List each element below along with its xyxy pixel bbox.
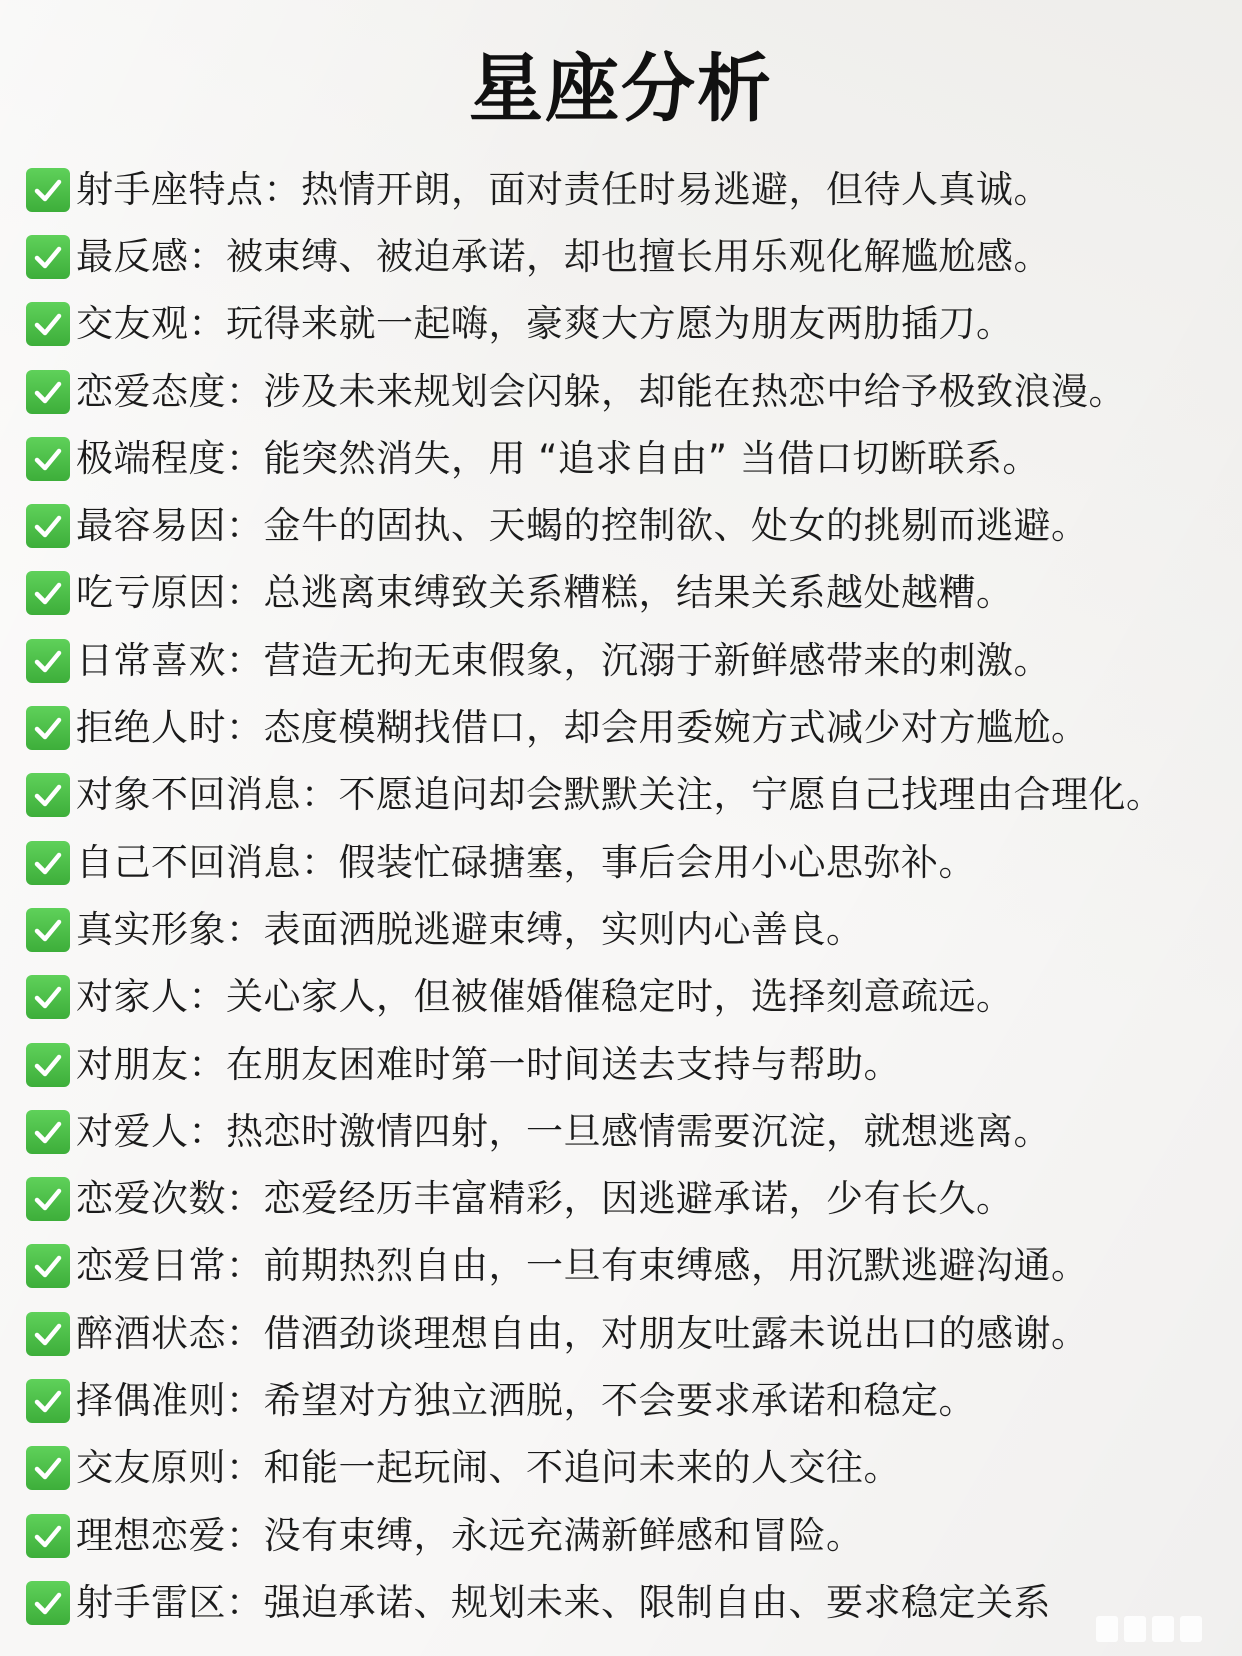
item-description: 在朋友困难时第一时间送去支持与帮助。: [226, 1042, 901, 1086]
list-item: [26, 896, 1226, 963]
list-item: [26, 1435, 1226, 1502]
page-title: 星座分析: [469, 46, 773, 132]
item-text: [76, 1043, 901, 1087]
check-mark-icon: [26, 773, 70, 817]
item-colon: ：: [301, 773, 339, 817]
item-label: 醉酒状态: [76, 1311, 226, 1355]
check-mark-icon: [26, 571, 70, 615]
item-label: 理想恋爱: [76, 1513, 226, 1557]
check-mark-icon: [26, 841, 70, 885]
item-text: [76, 302, 1014, 346]
list-item: [26, 358, 1226, 425]
item-text: [76, 1110, 1051, 1154]
item-colon: ：: [188, 975, 226, 1019]
check-mark-icon: [26, 1043, 70, 1087]
watermark: [1096, 1616, 1202, 1642]
list-item: [26, 1300, 1226, 1367]
item-text: [76, 1244, 1089, 1288]
item-text: [76, 706, 1089, 750]
item-description: 热情开朗，面对责任时易逃避，但待人真诚。: [301, 167, 1051, 211]
item-description: 强迫承诺、规划未来、限制自由、要求稳定关系: [263, 1580, 1051, 1624]
item-colon: ：: [226, 1378, 264, 1422]
list-item: [26, 694, 1226, 761]
list-item: [26, 762, 1226, 829]
item-text: [76, 773, 1164, 817]
item-text: [76, 1312, 1089, 1356]
item-description: 总逃离束缚致关系糟糕，结果关系越处越糟。: [263, 571, 1014, 615]
check-mark-icon: [26, 1514, 70, 1558]
item-description: 玩得来就一起嗨，豪爽大方愿为朋友两肋插刀。: [226, 302, 1014, 346]
check-mark-icon: [26, 168, 70, 212]
check-mark-icon: [26, 1177, 70, 1221]
item-text: [76, 1446, 901, 1490]
item-text: [76, 908, 864, 952]
item-description: 借酒劲谈理想自由，对朋友吐露未说出口的感谢。: [263, 1311, 1089, 1355]
check-mark-icon: [26, 437, 70, 481]
item-colon: ：: [188, 302, 226, 346]
item-description: 涉及未来规划会闪躲，却能在热恋中给予极致浪漫。: [263, 369, 1126, 413]
item-colon: ：: [301, 840, 339, 884]
check-mark-icon: [26, 370, 70, 414]
item-colon: ：: [188, 234, 226, 278]
check-mark-icon: [26, 235, 70, 279]
list-item: [26, 627, 1226, 694]
list-item: [26, 1569, 1226, 1636]
item-colon: ：: [226, 436, 264, 480]
item-description: 营造无拘无束假象，沉溺于新鲜感带来的刺激。: [263, 638, 1051, 682]
item-label: 恋爱次数: [76, 1177, 226, 1221]
check-mark-icon: [26, 706, 70, 750]
list-item: [26, 1367, 1226, 1434]
item-colon: ：: [263, 167, 301, 211]
watermark-block: [1180, 1616, 1202, 1642]
item-description: 热恋时激情四射，一旦感情需要沉淀，就想逃离。: [226, 1109, 1051, 1153]
item-text: [76, 235, 1051, 279]
list-item: [26, 223, 1226, 290]
item-label: 交友观: [76, 302, 189, 346]
item-description: 恋爱经历丰富精彩，因逃避承诺，少有长久。: [263, 1177, 1014, 1221]
list-item: [26, 1165, 1226, 1232]
item-label: 极端程度: [76, 436, 226, 480]
item-label: 恋爱日常: [76, 1244, 226, 1288]
item-label: 射手雷区: [76, 1580, 226, 1624]
item-label: 对家人: [76, 975, 189, 1019]
item-colon: ：: [226, 907, 264, 951]
item-label: 拒绝人时: [76, 706, 226, 750]
item-text: [76, 1514, 864, 1558]
item-description: 金牛的固执、天蝎的控制欲、处女的挑剔而逃避。: [263, 504, 1089, 548]
item-text: [76, 504, 1089, 548]
list-item: [26, 291, 1226, 358]
check-mark-icon: [26, 504, 70, 548]
item-label: 交友原则: [76, 1446, 226, 1490]
item-colon: ：: [226, 706, 264, 750]
item-label: 吃亏原因: [76, 571, 226, 615]
item-text: [76, 1177, 1014, 1221]
item-colon: ：: [226, 1580, 264, 1624]
item-description: 希望对方独立洒脱，不会要求承诺和稳定。: [263, 1378, 976, 1422]
item-text: [76, 639, 1051, 683]
item-label: 恋爱态度: [76, 369, 226, 413]
item-text: [76, 168, 1051, 212]
list-item: [26, 1098, 1226, 1165]
trait-list: [26, 156, 1226, 1637]
item-colon: ：: [226, 369, 264, 413]
check-mark-icon: [26, 975, 70, 1019]
item-description: 态度模糊找借口，却会用委婉方式减少对方尴尬。: [263, 706, 1089, 750]
item-colon: ：: [226, 1513, 264, 1557]
item-text: [76, 370, 1126, 414]
item-label: 最反感: [76, 234, 189, 278]
item-description: 不愿追问却会默默关注，宁愿自己找理由合理化。: [338, 773, 1164, 817]
item-label: 对爱人: [76, 1109, 189, 1153]
item-colon: ：: [226, 1177, 264, 1221]
item-text: [76, 1379, 976, 1423]
list-item: [26, 560, 1226, 627]
check-mark-icon: [26, 1379, 70, 1423]
item-text: [76, 571, 1014, 615]
check-mark-icon: [26, 1446, 70, 1490]
item-text: [76, 975, 1014, 1019]
item-description: 和能一起玩闹、不追问未来的人交往。: [263, 1446, 901, 1490]
item-colon: ：: [226, 1311, 264, 1355]
item-label: 自己不回消息: [76, 840, 301, 884]
item-colon: ：: [226, 638, 264, 682]
item-colon: ：: [226, 571, 264, 615]
item-description: 被束缚、被迫承诺，却也擅长用乐观化解尴尬感。: [226, 234, 1051, 278]
item-text: [76, 841, 976, 885]
item-label: 真实形象: [76, 907, 226, 951]
item-label: 最容易因: [76, 504, 226, 548]
check-mark-icon: [26, 639, 70, 683]
item-label: 射手座特点: [76, 167, 264, 211]
item-description: 前期热烈自由，一旦有束缚感，用沉默逃避沟通。: [263, 1244, 1089, 1288]
item-label: 日常喜欢: [76, 638, 226, 682]
list-item: [26, 964, 1226, 1031]
item-description: 关心家人，但被催婚催稳定时，选择刻意疏远。: [226, 975, 1014, 1019]
check-mark-icon: [26, 1244, 70, 1288]
list-item: [26, 1502, 1226, 1569]
item-label: 对朋友: [76, 1042, 189, 1086]
check-mark-icon: [26, 1312, 70, 1356]
item-colon: ：: [226, 504, 264, 548]
check-mark-icon: [26, 1110, 70, 1154]
watermark-block: [1152, 1616, 1174, 1642]
item-label: 择偶准则: [76, 1378, 226, 1422]
list-item: [26, 425, 1226, 492]
list-item: [26, 156, 1226, 223]
item-text: [76, 437, 1040, 481]
check-mark-icon: [26, 1581, 70, 1625]
list-item: [26, 1233, 1226, 1300]
watermark-block: [1096, 1616, 1118, 1642]
item-colon: ：: [188, 1042, 226, 1086]
item-colon: ：: [226, 1244, 264, 1288]
item-colon: ：: [226, 1446, 264, 1490]
item-description: 表面洒脱逃避束缚，实则内心善良。: [263, 907, 864, 951]
list-item: [26, 1031, 1226, 1098]
item-label: 对象不回消息: [76, 773, 301, 817]
item-text: [76, 1581, 1051, 1625]
check-mark-icon: [26, 302, 70, 346]
watermark-block: [1124, 1616, 1146, 1642]
list-item: [26, 492, 1226, 559]
list-item: [26, 829, 1226, 896]
item-colon: ：: [188, 1109, 226, 1153]
item-description: 假装忙碌搪塞，事后会用小心思弥补。: [338, 840, 976, 884]
item-description: 能突然消失，用 “追求自由” 当借口切断联系。: [263, 436, 1040, 480]
item-description: 没有束缚，永远充满新鲜感和冒险。: [263, 1513, 864, 1557]
check-mark-icon: [26, 908, 70, 952]
